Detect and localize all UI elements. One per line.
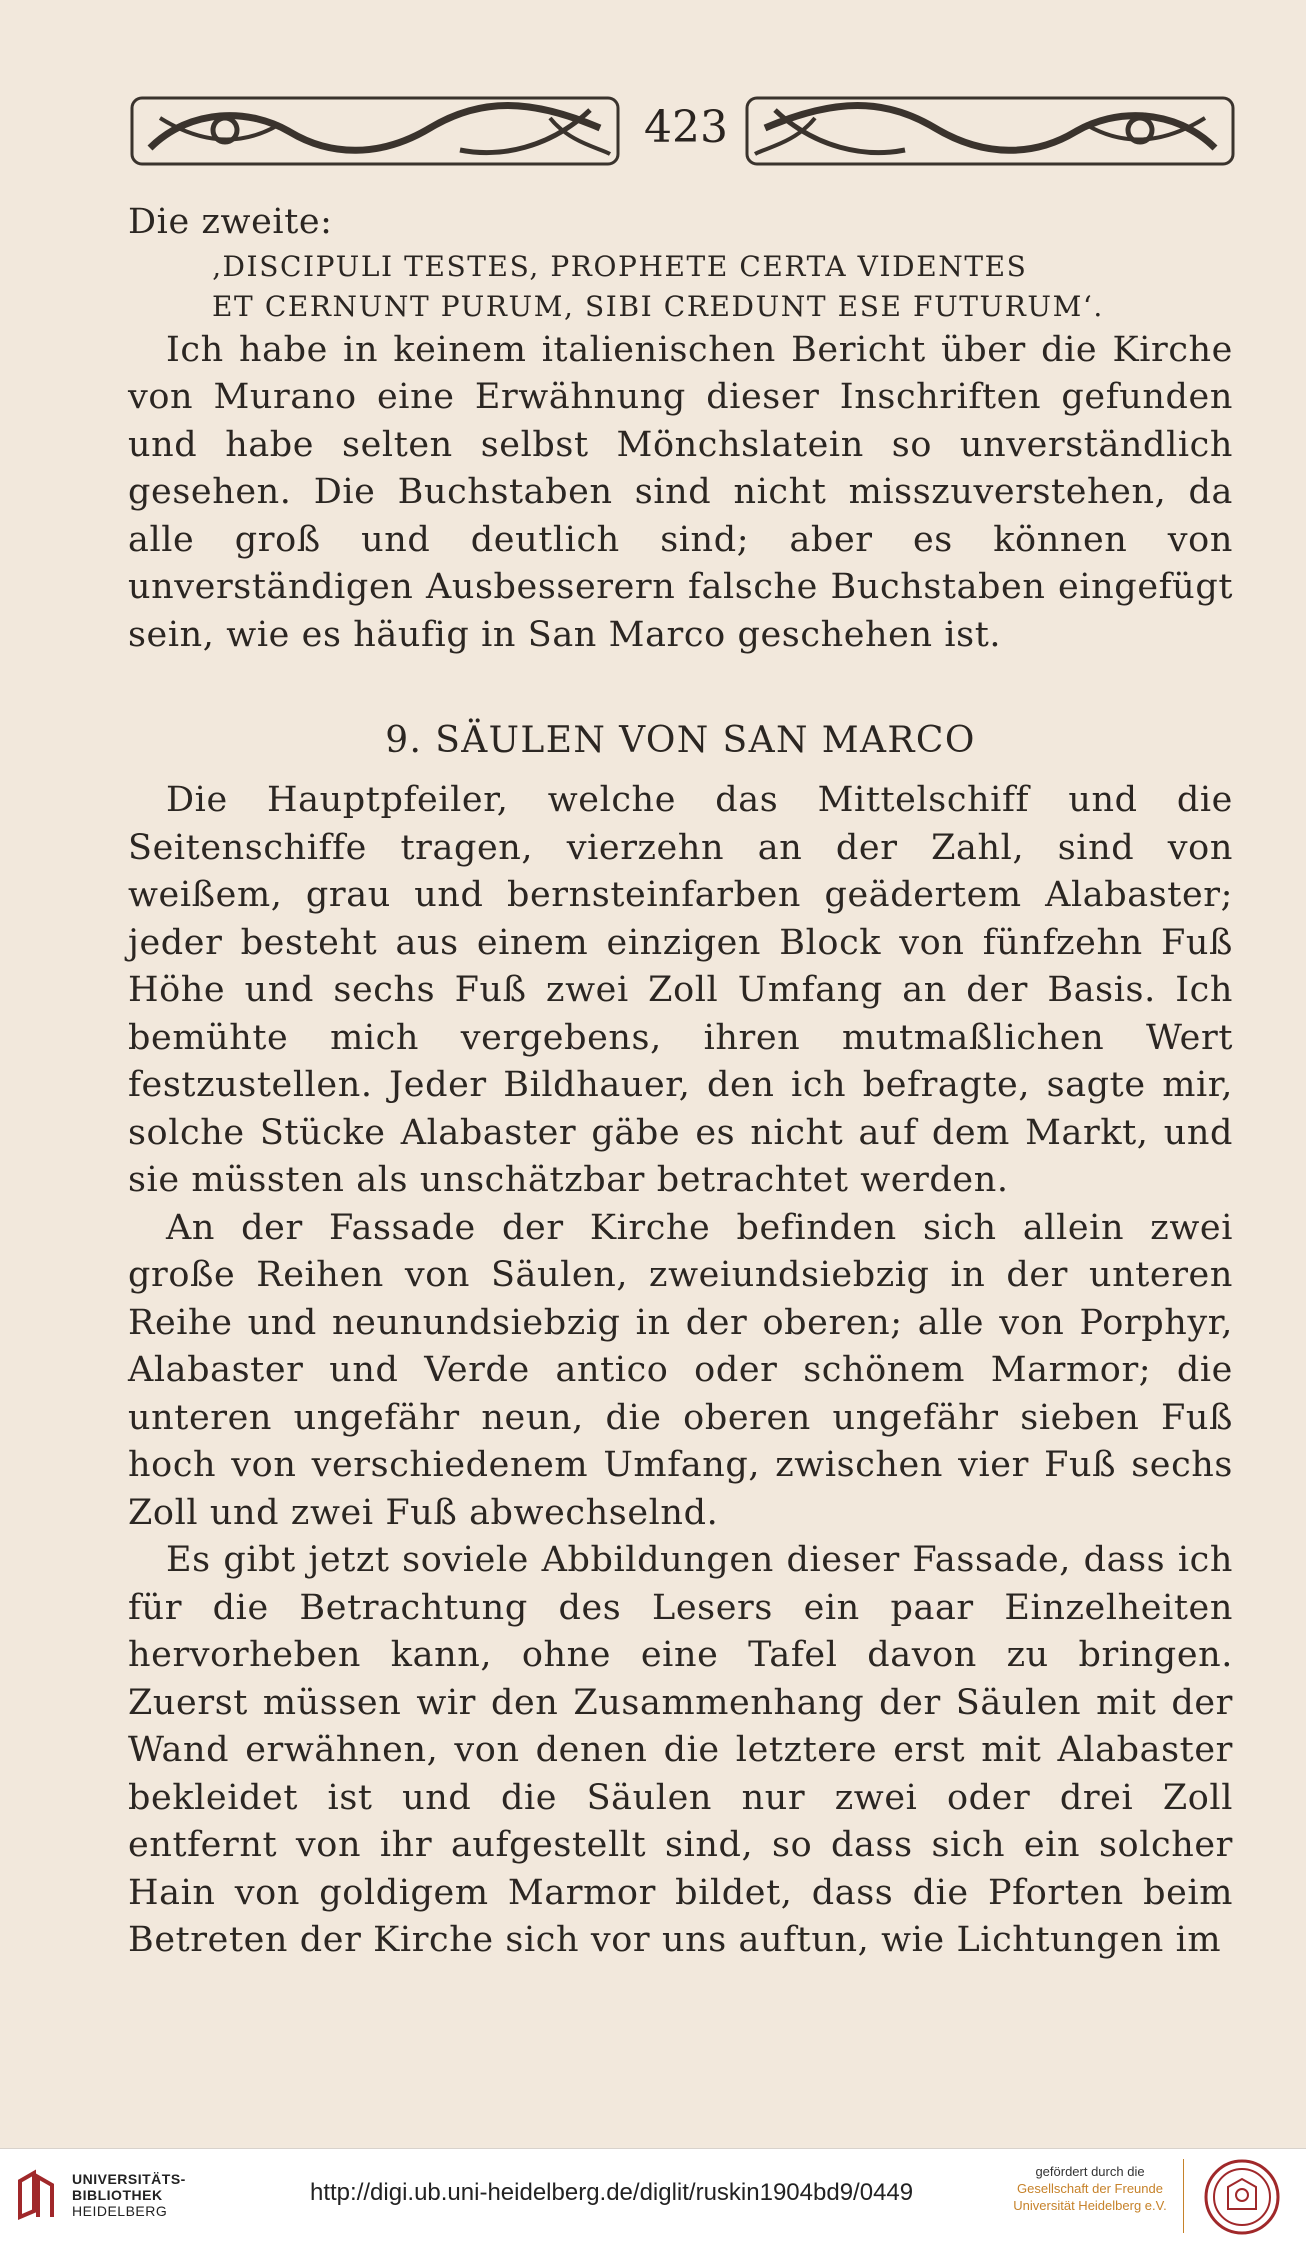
page-number: 423 xyxy=(644,102,728,153)
paragraph: Es gibt jetzt soviele Abbildungen dieser Fassade, dass ich für die Betrachtung des Lesers ein paar Einzelheiten hervorheben kann, ohne eine Tafel davon zu bringen. Zuerst müssen wir den Zusammenhang der Säulen mit der Wand erwähnen, von denen die letztere erst mit Alabaster bekleidet ist und die Säulen nur zwei oder drei Zoll entfernt von ihr aufgestellt sind, so dass sich ein solcher Hain von goldigem Marmor bildet, dass die Pforten beim Betreten der Kirche sich vor uns auftun, wie Lichtungen im xyxy=(128,1540,1233,1960)
inscription-line: ET CERNUNT PURUM, SIBI CREDUNT ESE FUTURUM‘. xyxy=(212,289,1104,323)
library-logo-icon xyxy=(14,2167,58,2225)
inscription-block xyxy=(212,247,1233,327)
library-name: UNIVERSITÄTS- BIBLIOTHEK HEIDELBERG xyxy=(72,2171,186,2219)
page-header xyxy=(130,80,1235,180)
viewer-footer xyxy=(0,2148,1306,2241)
intro-label: Die zweite: xyxy=(128,202,333,242)
left-ornament-icon xyxy=(130,88,620,174)
sponsor-credit: gefördert durch die Gesellschaft der Freunde Universität Heidelberg e.V. xyxy=(1013,2164,1167,2213)
permalink-url[interactable]: http://digi.ub.uni-heidelberg.de/diglit/ruskin1904bd9/0449 xyxy=(310,2179,914,2206)
section-heading: 9. SÄULEN VON SAN MARCO xyxy=(385,720,976,761)
university-seal-icon xyxy=(1198,2157,1286,2237)
paragraph: Ich habe in keinem italienischen Bericht über die Kirche von Murano eine Erwähnung dieser Inschriften gefunden und habe selten selbst Mönchslatein so unverständlich gesehen. Die Buchstaben sind nicht misszuverstehen, da alle groß und deutlich sind; aber es können von unverständigen Ausbesserern falsche Buchstaben eingefügt sein, wie es häufig in San Marco geschehen ist. xyxy=(128,329,1233,655)
paragraph: An der Fassade der Kirche befinden sich allein zwei große Reihen von Säulen, zweiundsiebzig in der unteren Reihe und neunundsiebzig in der oberen; alle von Porphyr, Alabaster und Verde antico oder schönem Marmor; die unteren ungefähr neun, die oberen ungefähr sieben Fuß hoch von verschiedenem Umfang, zwischen vier Fuß sechs Zoll und zwei Fuß abwechselnd. xyxy=(128,1207,1233,1533)
page-body xyxy=(128,199,1233,1965)
right-ornament-icon xyxy=(745,88,1235,174)
paragraph: Die Hauptpfeiler, welche das Mittelschiff und die Seitenschiffe tragen, vierzehn an der Zahl, sind von weißem, grau und bernsteinfarben geädertem Alabaster; jeder besteht aus einem einzigen Block von fünfzehn Fuß Höhe und sechs Fuß zwei Zoll Umfang an der Basis. Ich bemühte mich vergebens, ihren mutmaßlichen Wert festzustellen. Jeder Bildhauer, den ich befragte, sagte mir, solche Stücke Alabaster gäbe es nicht auf dem Markt, und sie müssten als unschätzbar betrachtet werden. xyxy=(128,780,1233,1200)
divider xyxy=(1183,2159,1184,2233)
inscription-line: ‚DISCIPULI TESTES, PROPHETE CERTA VIDENTES xyxy=(212,249,1028,283)
